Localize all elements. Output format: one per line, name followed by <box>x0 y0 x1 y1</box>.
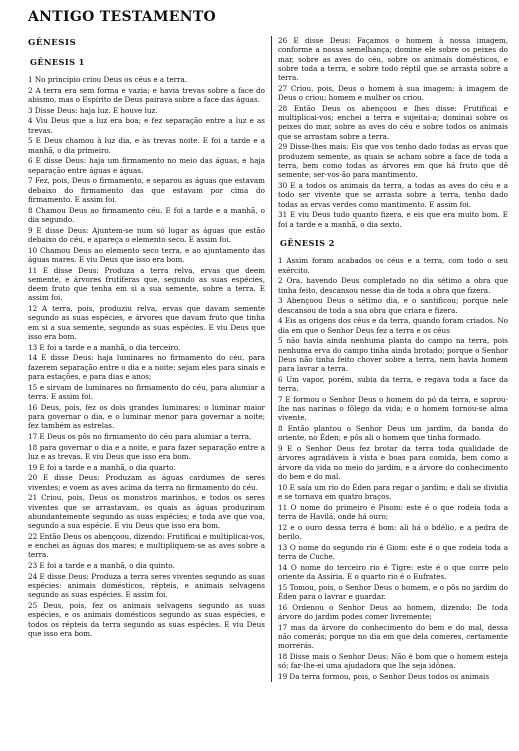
verse: 30 E a todos os animais da terra, a todas as aves do céu e a todo ser vivente que se arrasta sobre a terra, tenho dado todas as ervas verdes como mantimento. E assim foi. <box>278 181 508 209</box>
verse: 1 Assim foram acabados os céus e a terra, com todo o seu exército. <box>278 256 508 275</box>
verse: 3 Disse Deus: haja luz. E houve luz. <box>28 105 158 115</box>
verse: 13 E foi a tarde e a manhã, o dia terceiro. <box>28 342 181 352</box>
verse-list-right-ch1 <box>278 36 508 229</box>
verse: 4 Eis as origens dos céus e da terra, quando foram criados. No dia em que o Senhor Deus fez a terra e os céus <box>278 316 508 335</box>
verse: 11 O nome do primeiro é Pisom: este é o que rodeia toda a terra de Havilá, onde há ouro; <box>278 502 508 521</box>
verse-list-right-ch2 <box>278 256 508 681</box>
verse: 7 Fez, pois, Deus o firmamento, e separou as águas que estavam debaixo do firmamento das que estavam por cima do firmamento. E assim foi. <box>28 176 265 204</box>
verse: 23 E foi a tarde e a manhã, o dia quinto. <box>28 561 175 571</box>
verse: 19 Da terra formou, pois, o Senhor Deus todos os animais <box>278 671 490 681</box>
verse: 28 Então Deus os abençoou e lhes disse: Frutificai e multiplicai-vos; enchei a terra e sujeitai-a; dominai sobre os peixes do mar, sobre as aves do céu e sobre todos os animais que se arrastam sobre a terra. <box>278 103 508 141</box>
verse: 31 E viu Deus tudo quanto fizera, e eis que era muito bom. E foi a tarde e a manhã, o dia sexto. <box>278 210 508 229</box>
section-title: GÊNESIS <box>28 38 77 48</box>
verse: 8 Então plantou o Senhor Deus um jardim, da banda do oriente, no Éden; e pôs ali o homem que tinha formado. <box>278 424 508 443</box>
verse: 15 e sirvam de luminares no firmamento do céu, para alumiar a terra. E assim foi. <box>28 382 265 401</box>
verse: 16 Deus, pois, fez os dois grandes luminares: o luminar maior para governar o dia, e o luminar menor para governar a noite; fez também as estrelas. <box>28 402 265 431</box>
verse: 2 A terra era sem forma e vazia; e havia trevas sobre a face do abismo, mas o Espírito de Deus pairava sobre a face das águas. <box>28 85 265 104</box>
verse: 16 Ordenou o Senhor Deus ao homem, dizendo: De toda árvore do jardim podes comer livremente; <box>278 602 508 621</box>
verse: 17 E Deus os pôs no firmamento do céu para alumiar a terra, <box>28 431 252 441</box>
verse: 12 A terra, pois, produziu relva, ervas que davam semente segundo as suas espécies, e árvores que davam fruto que tinha em si a sua semente, segundo as suas espécies. E viu Deus que isso era bom. <box>28 304 265 342</box>
verse: 2 Ora, havendo Deus completado no dia sétimo a obra que tinha feito, descansou nesse dia de toda a obra que fizera. <box>278 276 508 295</box>
verse: 3 Abençoou Deus o sétimo dia, e o santificou; porque nele descansou de toda a sua obra que criara e fizera. <box>278 296 508 315</box>
verse: 8 Chamou Deus ao firmamento céu. E foi a tarde e a manhã, o dia segundo. <box>28 205 265 224</box>
two-column-text <box>28 36 509 682</box>
verse: 25 Deus, pois, fez os animais selvagens segundo as suas espécies, e os animais domésticos segundo as suas espécies, e todos os répteis da terra segundo as suas espécies. E viu Deus que isso era bom. <box>28 601 265 638</box>
verse: 17 mas da árvore do conhecimento do bem e do mal, dessa não comerás; porque no dia em que dela comeres, certamente morrerás. <box>278 622 508 651</box>
verse: 9 E o Senhor Deus fez brotar da terra toda qualidade de árvores agradáveis à vista e boas para comida, bem como a árvore da vida no meio do jardim, e a árvore do conhecimento do bem e do mal. <box>278 444 508 481</box>
verse: 14 O nome do terceiro rio é Tigre: este é o que corre pelo oriente da Assíria. E o quarto rio é o Eufrates. <box>278 562 508 581</box>
verse: 29 Disse-lhes mais: Eis que vos tenho dado todas as ervas que produzem semente, as quais se acham sobre a face de toda a terra, bem como todas as árvores em que há fruto que dê semente; ser-vos-ão para mantimento. <box>278 142 508 180</box>
chapter-title-2: GÊNESIS 2 <box>280 238 335 249</box>
verse: 27 Criou, pois, Deus o homem à sua imagem; à imagem de Deus o criou; homem e mulher os criou. <box>278 83 508 103</box>
left-column <box>28 36 272 682</box>
verse: 20 E disse Deus: Produzam as águas cardumes de seres viventes; e voem as aves acima da terra no firmamento do céu. <box>28 473 265 492</box>
verse: 10 Chamou Deus ao elemento seco terra, e ao ajuntamento das águas mares. E viu Deus que isso era bom. <box>28 245 265 264</box>
verse: 12 e o ouro dessa terra é bom: ali há o bdélio, e a pedra de berilo. <box>278 522 508 541</box>
verse: 21 Criou, pois, Deus os monstros marinhos, e todos os seres viventes que se arrastavam, os quais as águas produziram abundantemente segundo as suas espécies; e toda ave que voa, segundo a sua espécie. E viu Deus que isso era bom. <box>28 493 265 531</box>
verse: 14 E disse Deus: haja luminares no firmamento do céu, para fazerem separação entre o dia e a noite; sejam eles para sinais e para estações, e para dias e anos; <box>28 353 265 381</box>
book-title: ANTIGO TESTAMENTO <box>28 9 217 25</box>
verse: 19 E foi a tarde e a manhã, o dia quarto. <box>28 462 176 472</box>
verse: 5 E Deus chamou à luz dia, e às trevas noite. E foi a tarde e a manhã, o dia primeiro. <box>28 136 265 155</box>
right-column <box>272 36 508 682</box>
verse: 18 Disse mais o Senhor Deus: Não é bom que o homem esteja só; far-lhe-ei uma ajudadora que lhe seja idônea. <box>278 651 508 671</box>
verse: 9 E disse Deus: Ajuntem-se num só lugar as águas que estão debaixo do céu, e apareça o elemento seco. E assim foi. <box>28 225 265 244</box>
verse: 7 E formou o Senhor Deus o homem do pó da terra, e soprou-lhe nas narinas o fôlego da vida; e o homem tornou-se alma vivente. <box>278 394 508 423</box>
verse: 1 No princípio criou Deus os céus e a terra. <box>28 75 188 84</box>
verse: 11 E disse Deus: Produza a terra relva, ervas que deem semente, e árvores frutíferas que, segundo as suas espécies, deem fruto que tenha em si a sua semente, sobre a terra. E assim foi. <box>28 265 265 303</box>
verse: 22 Então Deus os abençoou, dizendo: Frutificai e multiplicai-vos, e enchei as águas dos mares; e multipliquem-se as aves sobre a terra. <box>28 531 265 560</box>
verse: 6 Um vapor, porém, subia da terra, e regava toda a face da terra. <box>278 374 508 394</box>
verse: 24 E disse Deus: Produza a terra seres viventes segundo as suas espécies: animais domésticos, répteis, e animais selvagens segundo as suas espécies. E assim foi. <box>28 571 265 600</box>
verse: 10 E saía um rio do Éden para regar o jardim; e dali se dividia e se tornava em quatro braços. <box>278 482 508 501</box>
verse: 26 E disse Deus: Façamos o homem à nossa imagem, conforme a nossa semelhança; domine ele sobre os peixes do mar, sobre as aves do céu, sobre os animais domésticos, e sobre toda a terra, e sobre todo réptil que se arrasta sobre a terra. <box>278 36 508 83</box>
verse: 18 para governar o dia e a noite, e para fazer separação entre a luz e as trevas. E viu Deus que isso era bom. <box>28 442 265 461</box>
verse: 6 E disse Deus: haja um firmamento no meio das águas, e haja separação entre águas e águas. <box>28 156 265 175</box>
verse: 5 não havia ainda nenhuma planta do campo na terra, pois nenhuma erva do campo tinha ainda brotado; porque o Senhor Deus não tinha feito chover sobre a terra, nem havia homem para lavrar a terra. <box>278 336 508 374</box>
verse-list-left <box>28 75 265 638</box>
verse: 15 Tomou, pois, o Senhor Deus o homem, e o pôs no jardim do Éden para o lavrar e guardar. <box>278 582 508 601</box>
verse: 4 Viu Deus que a luz era boa; e fez separação entre a luz e as trevas. <box>28 116 265 135</box>
chapter-title-1: GÊNESIS 1 <box>30 57 85 67</box>
verse: 13 O nome do segundo rio é Giom: este é o que rodeia toda a terra de Cuche. <box>278 542 508 561</box>
